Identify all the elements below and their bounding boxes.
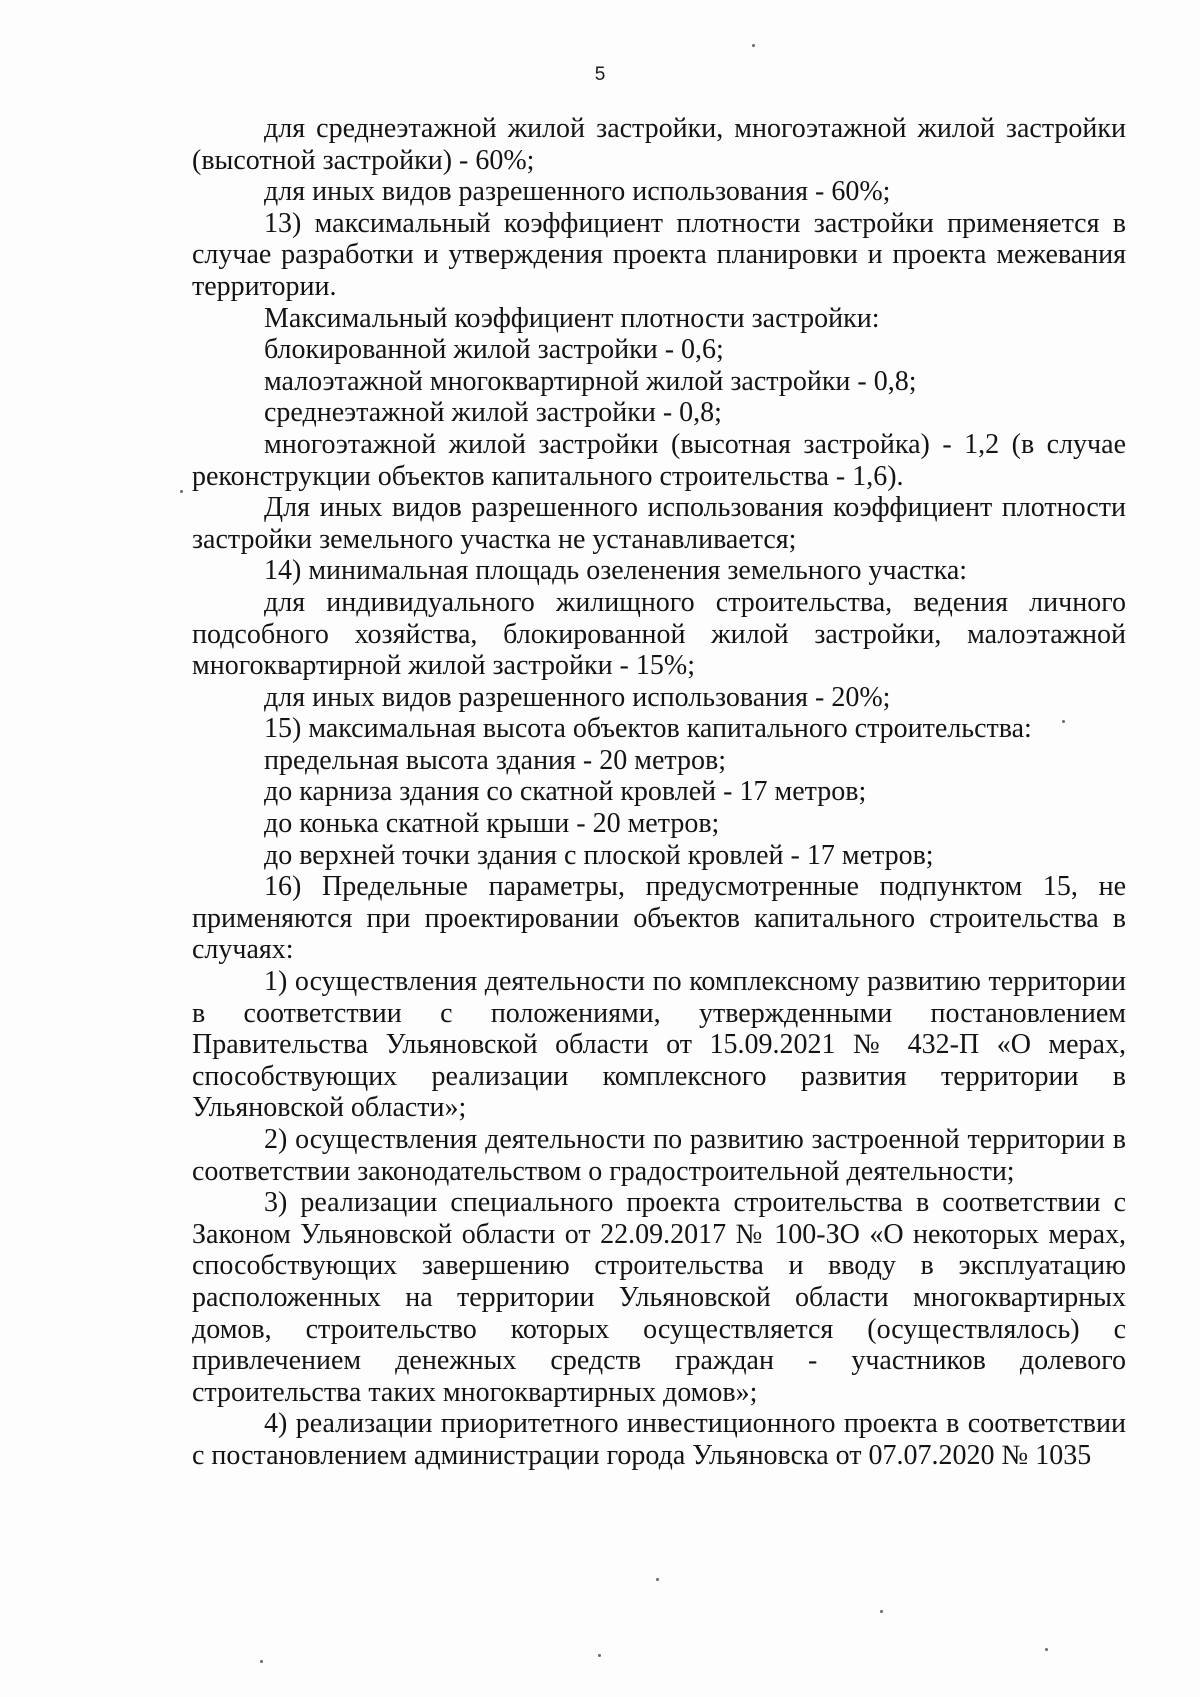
paragraph-14: предельная высота здания - 20 метров; [264,744,726,776]
paragraph-10: 14) минимальная площадь озеленения земельного участка: [264,555,968,587]
scan-speck [656,1578,659,1581]
scan-speck [1062,720,1065,723]
paragraph-5: блокированной жилой застройки - 0,6; [264,334,724,366]
paragraph-4: Максимальный коэффициент плотности застройки: [264,302,880,334]
scan-speck [180,490,183,493]
paragraph-12: для иных видов разрешенного использования - 20%; [264,681,891,713]
scan-speck [260,1660,263,1663]
paragraph-8: многоэтажной жилой застройки (высотная застройка) - 1,2 (в случае реконструкции объектов капитального строительства - 1,6). [192,428,1126,492]
paragraph-16: до конька скатной крыши - 20 метров; [264,808,720,840]
paragraph-21: 3) реализации специального проекта строительства в соответствии с Законом Ульяновской области от 22.09.2017 № 100-ЗО «О некоторых мерах, способствующих завершению строительства и вводу в эксплуатацию расположенных на территории Ульяновской области многоквартирных домов, строительство которых осуществляется (осуществлялось) с привлечением денежных средств граждан - участников долевого строительства таких многоквартирных домов»; [192,1187,1126,1408]
paragraph-13: 15) максимальная высота объектов капитального строительства: [264,713,1032,745]
paragraph-2: для иных видов разрешенного использования - 60%; [264,176,891,208]
paragraph-11: для индивидуального жилищного строительства, ведения личного подсобного хозяйства, блокированной жилой застройки, малоэтажной многоквартирной жилой застройки - 15%; [192,586,1126,682]
page-number: 5 [594,64,606,85]
paragraph-7: среднеэтажной жилой застройки - 0,8; [264,397,722,429]
scan-speck [880,1610,883,1613]
paragraph-22: 4) реализации приоритетного инвестиционного проекта в соответствии с постановлением администрации города Ульяновска от 07.07.2020 № 1035 [192,1408,1126,1471]
paragraph-19: 1) осуществления деятельности по комплексному развитию территории в соответствии с положениями, утвержденными постановлением Правительства Ульяновской области от 15.09.2021 № 432-П «О мерах, способствующих реализации комплексного развития территории в Ульяновской области»; [192,966,1126,1124]
paragraph-1: для среднеэтажной жилой застройки, многоэтажной жилой застройки (высотной застройки) - 60%; [192,113,1126,176]
paragraph-3: 13) максимальный коэффициент плотности застройки применяется в случае разработки и утверждения проекта планировки и проекта межевания территории. [192,207,1126,302]
paragraph-6: малоэтажной многоквартирной жилой застройки - 0,8; [264,365,917,397]
scan-speck [598,1654,601,1657]
scan-speck [752,44,755,47]
paragraph-18: 16) Предельные параметры, предусмотренные подпунктом 15, не применяются при проектировании объектов капитального строительства в случаях: [192,871,1126,966]
scan-speck [1045,1648,1048,1651]
paragraph-20: 2) осуществления деятельности по развитию застроенной территории в соответствии законодательством о градостроительной деятельности; [192,1124,1126,1187]
paragraph-15: до карниза здания со скатной кровлей - 17 метров; [264,776,867,808]
paragraph-17: до верхней точки здания с плоской кровлей - 17 метров; [264,839,934,871]
paragraph-9: Для иных видов разрешенного использования коэффициент плотности застройки земельного участка не устанавливается; [192,492,1126,555]
document-body [192,113,1126,1472]
